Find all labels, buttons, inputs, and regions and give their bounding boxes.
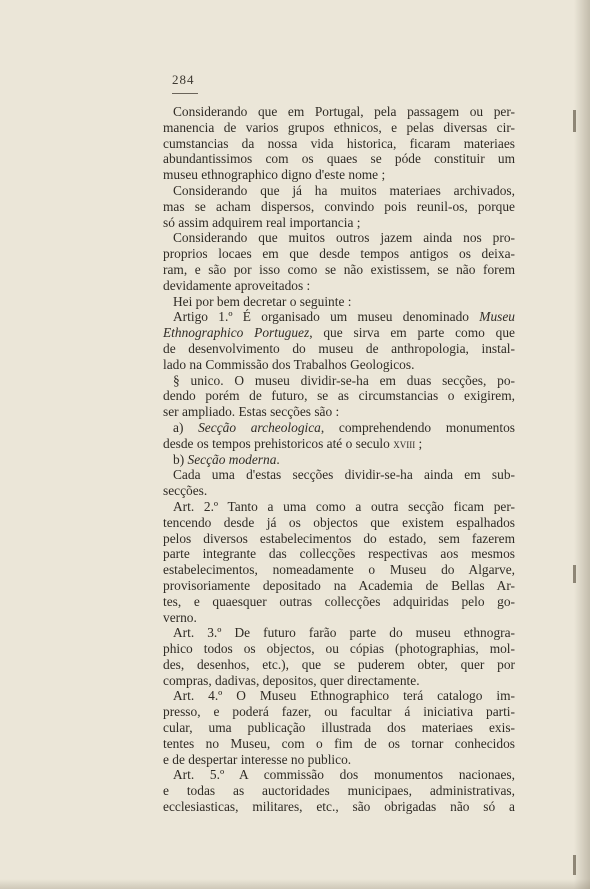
paragraph <box>163 294 515 310</box>
paragraph <box>163 420 515 452</box>
text-line: verno. <box>163 609 197 625</box>
text-line: Considerando que já ha muitos materiaes archivados, <box>173 182 515 198</box>
text-line: de desenvolvimento do museu de anthropologia, instal- <box>163 340 515 356</box>
paragraph <box>163 104 515 183</box>
text-line: b) Secção moderna. <box>173 451 280 467</box>
text-line: Considerando que em Portugal, pela passagem ou per- <box>173 104 515 119</box>
paragraph <box>163 373 515 420</box>
text-line: ser ampliado. Estas secções são : <box>163 404 340 420</box>
paragraph <box>163 183 515 230</box>
text-line: cular, uma publicação illustrada dos materiaes exis- <box>163 720 515 736</box>
paragraph <box>163 230 515 293</box>
text-line: cumstancias da nossa vida historica, ficaram materiaes <box>163 135 515 151</box>
paragraph <box>163 309 515 372</box>
text-line: desde os tempos prehistoricos até o seculo xviii ; <box>163 435 423 451</box>
text-line: tentes no Museu, com o fim de os tornar conhecidos <box>163 735 515 751</box>
italic-run: Museu <box>479 309 515 325</box>
paragraph <box>163 467 515 499</box>
text-line: dendo porém de futuro, se as circumstancias o exigirem, <box>163 388 515 404</box>
page-number: 284 <box>172 72 195 87</box>
text-line: museu ethnographico digno d'este nome ; <box>163 167 386 183</box>
text-line: ram, e são por isso como se não existissem, se não forem <box>163 261 515 277</box>
text-line: pelos diversos estabelecimentos do estado, sem fazerem <box>163 530 515 546</box>
text-line: abundantissimos com os quaes se póde constituir um <box>163 151 515 167</box>
text-line: Hei por bem decretar o seguinte : <box>173 293 352 309</box>
text-line: Ethnographico Portuguez, que sirva em parte como que <box>163 325 515 341</box>
italic-run: Secção archeologica <box>198 419 321 435</box>
text-line: Artigo 1.º É organisado um museu denominado Museu <box>173 309 515 325</box>
paragraph <box>163 499 515 625</box>
text-line: parte integrante das collecções respectivas aos mesmos <box>163 546 515 562</box>
text-line: Art. 4.º O Museu Ethnographico terá catalogo im- <box>173 688 515 704</box>
text-line: secções. <box>163 483 208 499</box>
text-line: compras, dadivas, depositos, quer directamente. <box>163 672 420 688</box>
text-line: devidamente aproveitados : <box>163 277 311 293</box>
text-line: Art. 5.º A commissão dos monumentos nacionaes, <box>173 767 515 783</box>
text-line: ecclesiasticas, militares, etc., são obrigadas não só a <box>163 799 515 815</box>
text-line: des, desenhos, etc.), que se puderem obter, quer por <box>163 656 515 672</box>
text-line: § unico. O museu dividir-se-ha em duas secções, po- <box>173 372 515 388</box>
text-line: lado na Commissão dos Trabalhos Geologicos. <box>163 356 415 372</box>
text-line: tes, e quaesquer outras collecções adquiridas pelo go- <box>163 593 515 609</box>
paragraph <box>163 767 515 814</box>
text-line: presso, e poderá fazer, ou facultar á iniciativa parti- <box>163 704 515 720</box>
text-line: estabelecimentos, nomeadamente o Museu do Algarve, <box>163 562 515 578</box>
text-line: Art. 2.º Tanto a uma como a outra secção ficam per- <box>173 498 515 514</box>
decree-text <box>163 104 515 815</box>
text-line: e todas as auctoridades municipaes, administrativas, <box>163 783 515 799</box>
text-line: Cada uma d'estas secções dividir-se-ha ainda em sub- <box>173 467 515 483</box>
text-line: proprios locaes em que desde tempos antigos os deixa- <box>163 246 515 262</box>
text-line: Art. 3.º De futuro farão parte do museu ethnogra- <box>173 625 515 641</box>
page-bottom-shadow <box>0 879 590 889</box>
roman-numeral: xviii <box>393 435 416 451</box>
text-line: manencia de varios grupos ethnicos, e pelas diversas cir- <box>163 119 515 135</box>
text-line: só assim adquirem real importancia ; <box>163 214 361 230</box>
text-line: Considerando que muitos outros jazem ainda nos pro- <box>173 230 515 246</box>
italic-run: Secção moderna <box>187 451 277 467</box>
page-edge-shadow <box>574 0 590 889</box>
page-number-rule <box>172 93 198 94</box>
text-line: e de despertar interesse no publico. <box>163 751 352 767</box>
text-line: a) Secção archeologica, comprehendendo monumentos <box>173 419 515 435</box>
text-line: phico todos os objectos, ou cópias (photographias, mol- <box>163 641 515 657</box>
paragraph <box>163 688 515 767</box>
text-line: mas se acham dispersos, convindo pois reunil-os, porque <box>163 198 515 214</box>
text-line: tencendo desde já os objectos que existem espalhados <box>163 514 515 530</box>
paragraph <box>163 625 515 688</box>
text-line: provisoriamente depositado na Academia de Bellas Ar- <box>163 577 515 593</box>
italic-run: Ethnographico Portuguez <box>163 325 310 341</box>
paragraph <box>163 452 515 468</box>
